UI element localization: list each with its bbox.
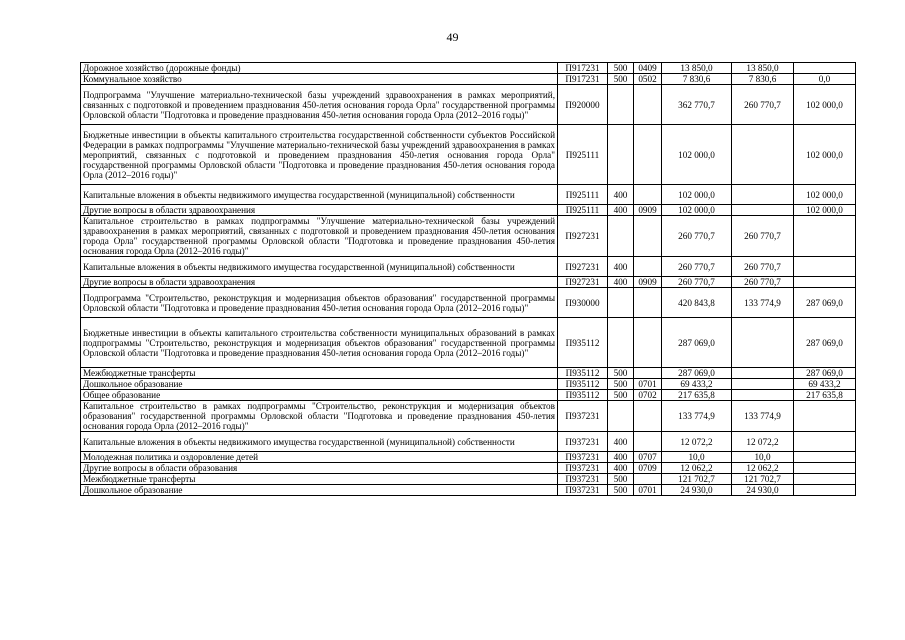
cell-c1: 287 069,0 [662,318,732,368]
cell-c1: 102 000,0 [662,185,732,205]
cell-c2 [732,205,794,216]
cell-c3: 102 000,0 [794,185,856,205]
cell-c2: 12 072,2 [732,432,794,452]
cell-vr: 400 [608,277,634,288]
table-row [81,185,856,205]
table-row [81,85,856,125]
cell-rz [634,257,662,277]
cell-vr: 500 [608,474,634,485]
cell-name: Капитальные вложения в объекты недвижимого имущества государственной (муниципальной) собственности [81,432,558,452]
cell-name: Коммунальное хозяйство [81,74,558,85]
cell-code: П935112 [558,368,608,379]
cell-c1: 420 843,8 [662,288,732,318]
cell-c3 [794,463,856,474]
cell-vr: 400 [608,463,634,474]
table-row [81,432,856,452]
cell-code: П927231 [558,257,608,277]
cell-name: Дорожное хозяйство (дорожные фонды) [81,63,558,74]
cell-c2: 24 930,0 [732,485,794,496]
cell-code: П920000 [558,85,608,125]
cell-c2: 260 770,7 [732,277,794,288]
cell-name: Другие вопросы в области здравоохранения [81,277,558,288]
cell-name: Межбюджетные трансферты [81,368,558,379]
cell-rz [634,125,662,185]
cell-code: П927231 [558,216,608,257]
cell-code: П925111 [558,185,608,205]
cell-vr: 400 [608,185,634,205]
cell-code: П930000 [558,288,608,318]
cell-c2: 260 770,7 [732,257,794,277]
cell-c3 [794,257,856,277]
cell-c3 [794,432,856,452]
table-row [81,379,856,390]
cell-c2 [732,368,794,379]
cell-vr [608,125,634,185]
cell-rz [634,85,662,125]
cell-c2 [732,125,794,185]
cell-c3: 217 635,8 [794,390,856,401]
cell-rz: 0909 [634,205,662,216]
table-row [81,485,856,496]
table-row [81,452,856,463]
cell-rz: 0409 [634,63,662,74]
cell-code: П937231 [558,432,608,452]
cell-code: П935112 [558,390,608,401]
cell-c1: 12 062,2 [662,463,732,474]
cell-code: П937231 [558,401,608,432]
cell-c2 [732,390,794,401]
cell-name: Капитальные вложения в объекты недвижимого имущества государственной (муниципальной) собственности [81,185,558,205]
cell-c1: 102 000,0 [662,125,732,185]
cell-c3 [794,277,856,288]
table-row [81,216,856,257]
cell-rz [634,432,662,452]
cell-c2: 133 774,9 [732,288,794,318]
cell-c3: 0,0 [794,74,856,85]
cell-vr [608,318,634,368]
cell-rz: 0701 [634,485,662,496]
cell-c2: 7 830,6 [732,74,794,85]
budget-table [80,62,856,496]
cell-c1: 260 770,7 [662,277,732,288]
cell-c1: 121 702,7 [662,474,732,485]
table-row [81,368,856,379]
cell-name: Дошкольное образование [81,379,558,390]
cell-c3: 102 000,0 [794,205,856,216]
cell-code: П925111 [558,205,608,216]
cell-code: П917231 [558,63,608,74]
cell-rz [634,216,662,257]
cell-vr: 500 [608,63,634,74]
cell-code: П937231 [558,463,608,474]
cell-vr [608,85,634,125]
cell-c1: 10,0 [662,452,732,463]
cell-rz [634,288,662,318]
cell-vr [608,216,634,257]
table-row [81,125,856,185]
cell-code: П935112 [558,318,608,368]
cell-c1: 260 770,7 [662,216,732,257]
cell-c2 [732,379,794,390]
cell-c2 [732,318,794,368]
cell-c3 [794,63,856,74]
cell-c1: 13 850,0 [662,63,732,74]
cell-name: Капитальное строительство в рамках подпрограммы "Строительство, реконструкция и модернизация объектов образования" государственной программы Орловской области "Подготовка и проведение празднования 450-летия основания города Орла (2012–2016 годы)" [81,401,558,432]
cell-name: Капитальное строительство в рамках подпрограммы "Улучшение материально-технической базы учреждений здравоохранения в рамках мероприятий, связанных с подготовкой и проведением празднования 450-летия основания города Орла" государственной программы Орловской области "Подготовка и проведение празднования 450-летия основания города Орла (2012–2016 годы)" [81,216,558,257]
cell-vr: 500 [608,390,634,401]
cell-vr [608,401,634,432]
cell-rz [634,474,662,485]
table-row [81,390,856,401]
cell-rz [634,318,662,368]
cell-rz [634,368,662,379]
cell-code: П925111 [558,125,608,185]
cell-code: П937231 [558,474,608,485]
table-row [81,401,856,432]
table-row [81,277,856,288]
cell-vr: 400 [608,257,634,277]
table-row [81,463,856,474]
cell-rz: 0502 [634,74,662,85]
cell-name: Подпрограмма "Улучшение материально-технической базы учреждений здравоохранения в рамках мероприятий, связанных с подготовкой и проведением празднования 450-летия основания города Орла" государственной программы Орловской области "Подготовка и проведение празднования 450-летия основания города Орла (2012–2016 годы)" [81,85,558,125]
cell-c3 [794,401,856,432]
cell-c3 [794,474,856,485]
cell-c3: 69 433,2 [794,379,856,390]
cell-vr: 400 [608,205,634,216]
cell-c1: 24 930,0 [662,485,732,496]
cell-c2: 13 850,0 [732,63,794,74]
cell-name: Бюджетные инвестиции в объекты капитального строительства государственной собственности субъектов Российской Федерации в рамках подпрограммы "Улучшение материально-технической базы учреждений здравоохранения в рамках мероприятий, связанных с подготовкой и проведением празднования 450-летия основания города Орла" государственной программы Орловской области "Подготовка и проведение празднования 450-летия основания города Орла (2012–2016 годы)" [81,125,558,185]
cell-c2 [732,185,794,205]
cell-c1: 362 770,7 [662,85,732,125]
cell-name: Общее образование [81,390,558,401]
cell-vr: 400 [608,432,634,452]
cell-name: Молодежная политика и оздоровление детей [81,452,558,463]
page-number: 49 [446,30,459,44]
cell-name: Другие вопросы в области здравоохранения [81,205,558,216]
cell-vr [608,288,634,318]
cell-vr: 400 [608,452,634,463]
cell-c3 [794,216,856,257]
cell-c2: 133 774,9 [732,401,794,432]
cell-rz: 0909 [634,277,662,288]
cell-code: П917231 [558,74,608,85]
cell-name: Капитальные вложения в объекты недвижимого имущества государственной (муниципальной) собственности [81,257,558,277]
cell-c3: 287 069,0 [794,318,856,368]
cell-rz [634,185,662,205]
cell-code: П935112 [558,379,608,390]
table-row [81,257,856,277]
cell-c3: 102 000,0 [794,125,856,185]
cell-c3: 287 069,0 [794,288,856,318]
cell-c1: 69 433,2 [662,379,732,390]
cell-c3: 287 069,0 [794,368,856,379]
table-row [81,288,856,318]
cell-c2: 12 062,2 [732,463,794,474]
cell-rz: 0702 [634,390,662,401]
cell-c2: 260 770,7 [732,85,794,125]
cell-rz [634,401,662,432]
cell-c3: 102 000,0 [794,85,856,125]
table-row [81,74,856,85]
cell-c1: 12 072,2 [662,432,732,452]
cell-vr: 500 [608,74,634,85]
cell-c3 [794,452,856,463]
cell-vr: 500 [608,485,634,496]
cell-code: П937231 [558,452,608,463]
cell-c1: 102 000,0 [662,205,732,216]
cell-c1: 7 830,6 [662,74,732,85]
cell-name: Дошкольное образование [81,485,558,496]
cell-code: П937231 [558,485,608,496]
cell-c2: 121 702,7 [732,474,794,485]
cell-c1: 260 770,7 [662,257,732,277]
cell-c2: 260 770,7 [732,216,794,257]
cell-code: П927231 [558,277,608,288]
table-row [81,63,856,74]
cell-name: Другие вопросы в области образования [81,463,558,474]
table-row [81,318,856,368]
cell-name: Подпрограмма "Строительство, реконструкция и модернизация объектов образования" государственной программы Орловской области "Подготовка и проведение празднования 450-летия основания города Орла (2012–2016 годы)" [81,288,558,318]
cell-c1: 217 635,8 [662,390,732,401]
cell-vr: 500 [608,379,634,390]
cell-c3 [794,485,856,496]
cell-c2: 10,0 [732,452,794,463]
cell-rz: 0707 [634,452,662,463]
cell-name: Бюджетные инвестиции в объекты капитального строительства собственности муниципальных образований в рамках подпрограммы "Строительство, реконструкция и модернизация объектов образования" государственной программы Орловской области "Подготовка и проведение празднования 450-летия основания города Орла (2012–2016 годы)" [81,318,558,368]
table-row [81,474,856,485]
cell-rz: 0709 [634,463,662,474]
cell-c1: 287 069,0 [662,368,732,379]
cell-vr: 500 [608,368,634,379]
cell-name: Межбюджетные трансферты [81,474,558,485]
cell-rz: 0701 [634,379,662,390]
cell-c1: 133 774,9 [662,401,732,432]
table-row [81,205,856,216]
